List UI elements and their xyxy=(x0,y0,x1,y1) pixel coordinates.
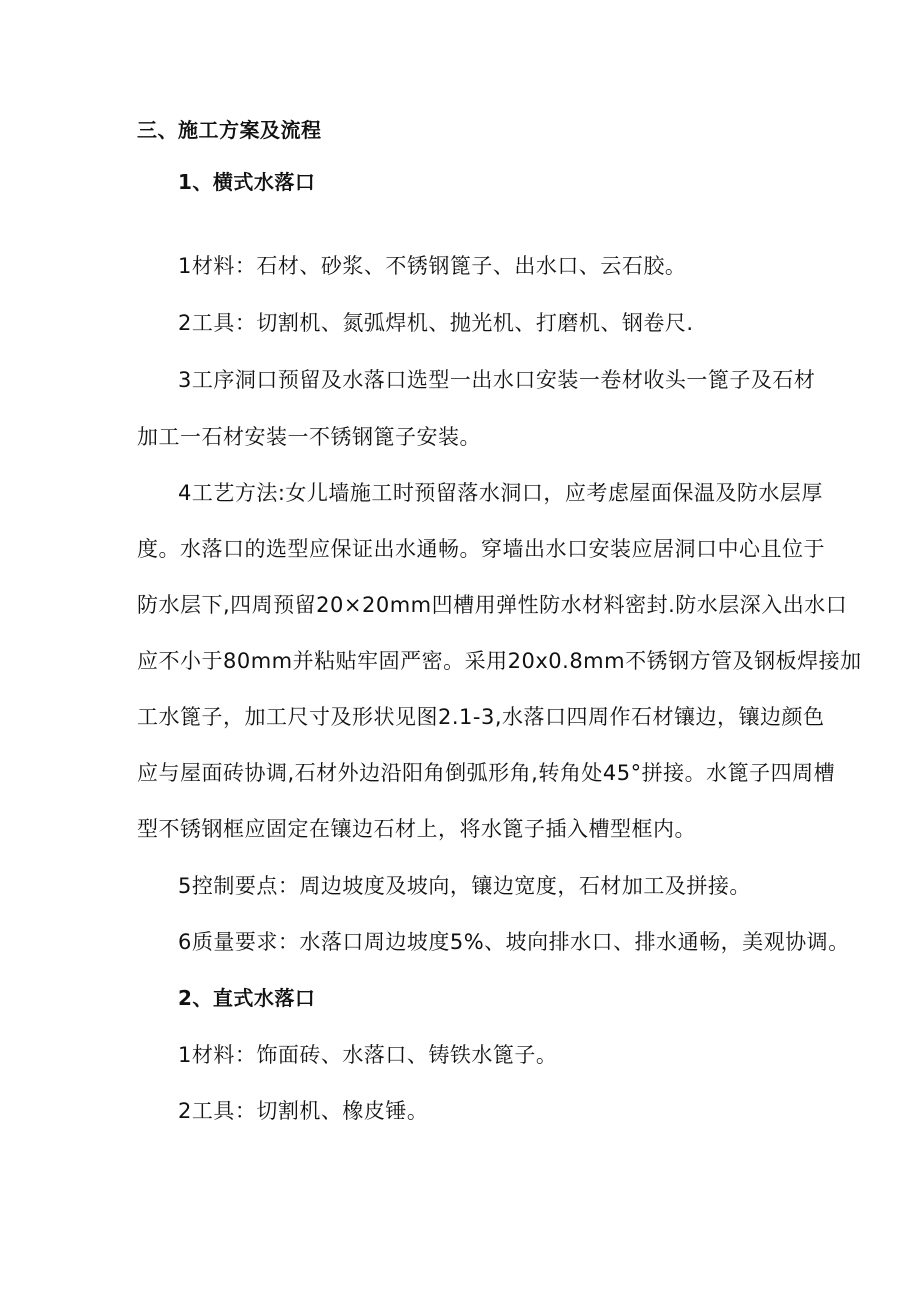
paragraph-tools-2: 2工具：切割机、橡皮锤。 xyxy=(178,1099,429,1123)
paragraph-method-line-3: 防水层下,四周预留20×20mm凹槽用弹性防水材料密封.防水层深入出水口 xyxy=(137,593,848,617)
paragraph-control-points: 5控制要点：周边坡度及坡向，镶边宽度，石材加工及拼接。 xyxy=(178,874,751,898)
paragraph-method-line-4: 应不小于80mm并粘贴牢固严密。采用20x0.8mm不锈钢方管及钢板焊接加 xyxy=(137,649,862,673)
paragraph-method-line-7: 型不锈钢框应固定在镶边石材上，将水篦子插入槽型框内。 xyxy=(137,817,696,841)
paragraph-method-line-6: 应与屋面砖协调,石材外边沿阳角倒弧形角,转角处45°拼接。水篦子四周槽 xyxy=(137,761,836,785)
paragraph-process-line-1: 3工序洞口预留及水落口选型一出水口安装一卷材收头一篦子及石材 xyxy=(178,368,816,392)
paragraph-method-line-5: 工水篦子，加工尺寸及形状见图2.1-3,水落口四周作石材镶边，镶边颜色 xyxy=(137,705,825,729)
section-title: 三、施工方案及流程 xyxy=(137,118,322,142)
subsection-title-horizontal-outlet: 1、横式水落口 xyxy=(178,170,316,194)
paragraph-method-line-1: 4工艺方法:女儿墙施工时预留落水洞口，应考虑屋面保温及防水层厚 xyxy=(178,481,823,505)
paragraph-materials: 1材料：石材、砂浆、不锈钢篦子、出水口、云石胶。 xyxy=(178,254,687,278)
paragraph-tools: 2工具：切割机、氮弧焊机、抛光机、打磨机、钢卷尺. xyxy=(178,311,694,335)
subsection-title-vertical-outlet: 2、直式水落口 xyxy=(178,986,316,1010)
paragraph-process-line-2: 加工一石材安装一不锈钢篦子安装。 xyxy=(137,425,481,449)
paragraph-quality-requirements: 6质量要求：水落口周边坡度5%、坡向排水口、排水通畅，美观协调。 xyxy=(178,930,850,954)
paragraph-materials-2: 1材料：饰面砖、水落口、铸铁水篦子。 xyxy=(178,1043,558,1067)
paragraph-method-line-2: 度。水落口的选型应保证出水通畅。穿墙出水口安装应居洞口中心且位于 xyxy=(137,537,825,561)
